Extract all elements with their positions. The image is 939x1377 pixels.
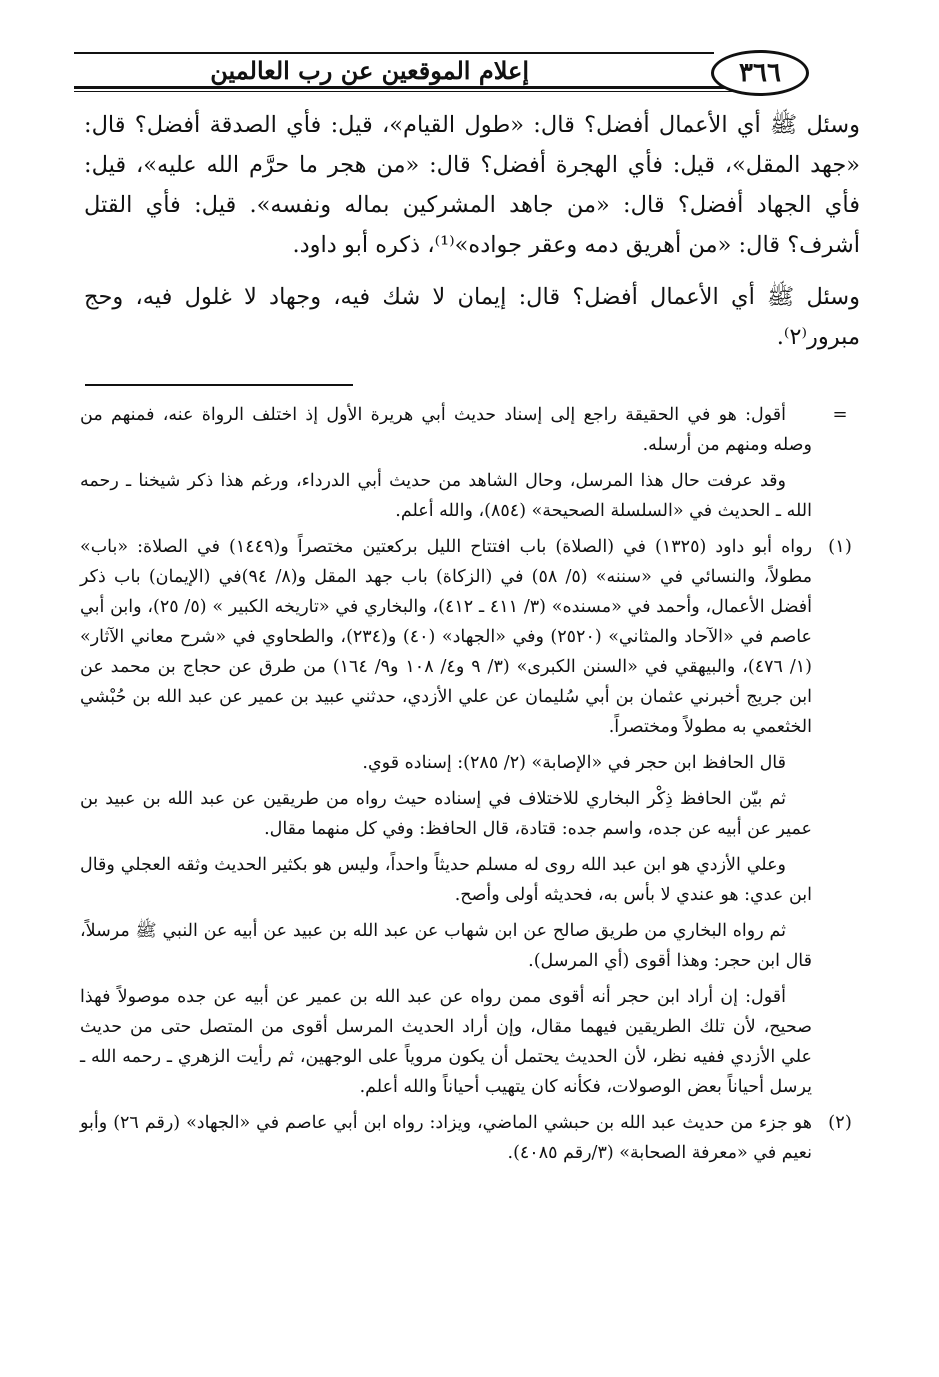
book-title: إعلام الموقعين عن رب العالمين (210, 56, 529, 85)
footnote-paragraph: قال الحافظ ابن حجر في «الإصابة» (٢/ ٢٨٥): إسناده قوي. (362, 753, 786, 773)
header-bottom-thin-rule (74, 91, 764, 92)
footnote-paragraph: وقد عرفت حال هذا المرسل، وحال الشاهد من حديث أبي الدرداء، ورغم هذا ذكر شيخنا ـ رحمه الله ـ الحديث في «السلسلة الصحيحة» (٨٥٤)، والله أعلم. (80, 471, 812, 521)
footnote-paragraph: هو جزء من حديث عبد الله بن حبشي الماضي، ويزاد: رواه ابن أبي عاصم في «الجهاد» (رقم ٢٦) وأبو نعيم في «معرفة الصحابة» (٣/رقم ٤٠٨٥). (80, 1113, 812, 1163)
footnote-continuation-marker: = (832, 404, 848, 425)
footnotes (80, 400, 860, 1174)
footnote-paragraph: ثم رواه البخاري من طريق صالح عن ابن شهاب عن عبد الله بن عبيد عن أبيه عن النبي ﷺ مرسلاً، قال ابن حجر: وهذا أقوى (أي المرسل). (80, 921, 812, 971)
footnote-paragraph: أقول: إن أراد ابن حجر أنه أقوى ممن رواه عن عبد الله بن عمير عن أبيه عن جده موصولاً فهذا صحيح، لأن تلك الطريقين فيهما مقال، وإن أراد الحديث المرسل أقوى من المتصل حتى من حديث علي الأزدي ففيه نظر، لأن الحديث يحتمل أن يكون مروياً على الوجهين، ثم رأيت الزهري ـ رحمه الله ـ يرسل أحياناً بعض الوصولات، فكأنه كان يتهيب أحياناً والله أعلم. (80, 987, 813, 1097)
footnote-continuation (80, 400, 860, 526)
footnote-paragraph: رواه أبو داود (١٣٢٥) في (الصلاة) باب افتتاح الليل بركعتين مختصراً و(١٤٤٩) في الصلاة: «باب» مطولاً، والنسائي في «سننه» (٥/ ٥٨) في (الزكاة) باب جهد المقل و(٨/ ٩٤)في (الإيمان) باب ذكر أفضل الأعمال، وأحمد في «مسنده» (٣/ ٤١١ ـ ٤١٢)، والبخاري في «تاريخه الكبير » (٥/ ٢٥)، وابن أبي عاصم في «الآحاد والمثاني» (٢٥٢٠) وفي «الجهاد» (٤٠) و(٢٣٤)، والطحاوي في «شرح معاني الآثار» (١/ ٤٧٦)، والبيهقي في «السنن الكبرى» (٣/ ٩ و٤/ ١٠٨ و٩/ ١٦٤) من طرق عن حجاج بن محمد عن ابن جريج أخبرني عثمان بن أبي سُليمان عن علي الأزدي، حدثني عبيد بن عمير عن عبد الله بن حُبْشي الخثعمي به مطولاً ومختصراً. (80, 537, 813, 737)
main-text (84, 105, 860, 357)
main-paragraph: وسئل ﷺ أي الأعمال أفضل؟ قال: إيمان لا شك فيه، وجهاد لا غلول فيه، وحج مبرور⁽٢⁾. (84, 284, 860, 350)
footnote-2-marker: (٢) (828, 1112, 852, 1133)
footnote-separator (85, 384, 353, 386)
footnote-1-marker: (١) (828, 536, 852, 557)
header-top-rule (74, 52, 714, 54)
page-number: ٣٦٦ (711, 50, 809, 96)
running-header (74, 46, 854, 104)
main-paragraph: وسئل ﷺ أي الأعمال أفضل؟ قال: «طول القيام»، قيل: فأي الصدقة أفضل؟ قال: «جهد المقل»، قيل: فأي الهجرة أفضل؟ قال: «من هجر ما حرَّم الله عليه»، قيل: فأي الجهاد أفضل؟ قال: «من جاهد المشركين بماله ونفسه». قيل: فأي القتل أشرف؟ قال: «من أهريق دمه وعقر جواده»⁽¹⁾، ذكره أبو داود. (84, 112, 860, 258)
footnote-paragraph: أقول: هو في الحقيقة راجع إلى إسناد حديث أبي هريرة الأول إذ اختلف الرواة عنه، فمنهم من وصله ومنهم من أرسله. (80, 405, 812, 455)
footnote-paragraph: وعلي الأزدي هو ابن عبد الله روى له مسلم حديثاً واحداً، وليس هو بكثير الحديث وثقه العجلي وقال ابن عدي: هو عندي لا بأس به، فحديثه أولى وأصح. (80, 855, 812, 905)
footnote-2 (80, 1108, 860, 1168)
header-bottom-rule (74, 86, 764, 89)
footnote-1 (80, 532, 860, 1102)
footnote-paragraph: ثم بيّن الحافظ ذِكْر البخاري للاختلاف في إسناده حيث رواه من طريقين عن عبد الله بن عبيد بن عمير عن أبيه عن جده، واسم جده: قتادة، قال الحافظ: وفي كل منهما مقال. (80, 789, 812, 839)
